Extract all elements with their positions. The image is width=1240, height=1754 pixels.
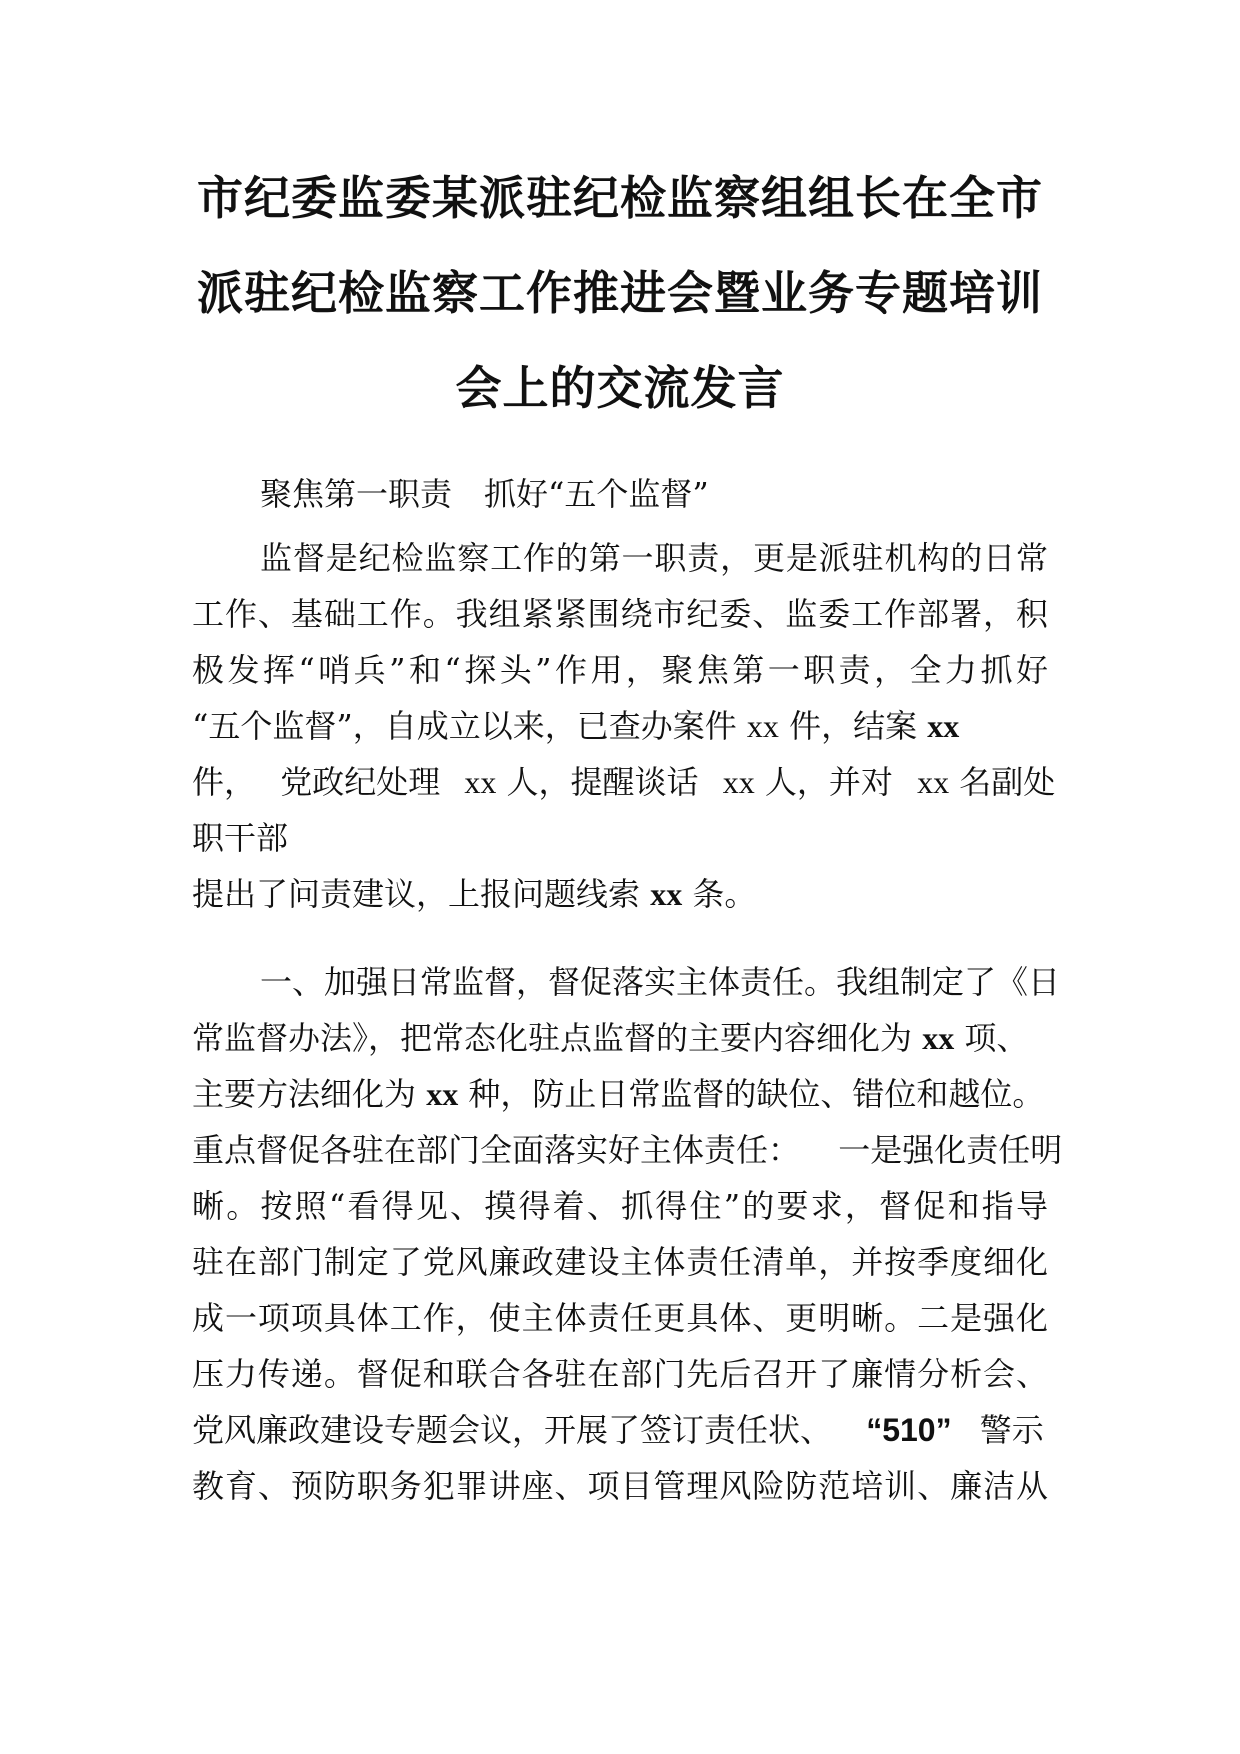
section1-line-1: 一、加强日常监督，督促落实主体责任。我组制定了《日 — [260, 963, 1061, 1001]
section1-510-label: “510” — [866, 1412, 952, 1448]
section1-line-7: 成一项项具体工作，使主体责任更具体、更明晰。二是强化 — [192, 1299, 1048, 1337]
section1-line-2-text-a: 常监督办法》，把常态化驻点监督的主要内容细化为 — [192, 1019, 913, 1057]
intro-punished-count: xx — [464, 764, 497, 800]
document-title-line-2: 派驻纪检监察工作推进会暨业务专题培训 — [197, 266, 1043, 320]
section1-line-4 — [192, 1128, 1062, 1172]
intro-line-5-text-a: 件， — [192, 763, 257, 801]
intro-clue-count: xx — [650, 876, 683, 912]
intro-line-5-text-h: 名副处 — [959, 763, 1056, 801]
section1-line-10: 教育、预防职务犯罪讲座、项目管理风险防范培训、廉洁从 — [192, 1467, 1048, 1505]
intro-line-7-text-a: 提出了问责建议，上报问题线索 — [192, 875, 641, 913]
intro-line-5 — [192, 760, 1055, 804]
intro-official-count: xx — [917, 764, 950, 800]
section1-content-count: xx — [922, 1020, 955, 1056]
intro-line-5-text-b: 党政纪处理 — [280, 763, 441, 801]
intro-line-7-text-c: 条。 — [692, 875, 757, 913]
section1-line-3-text-a: 主要方法细化为 — [192, 1075, 417, 1113]
document-subtitle: 聚焦第一职责 抓好“五个监督” — [260, 475, 709, 513]
intro-line-7 — [192, 872, 756, 916]
section1-method-count: xx — [426, 1076, 459, 1112]
section1-line-2-text-c: 项、 — [964, 1019, 1029, 1057]
intro-line-5-text-f: 人，并对 — [764, 763, 893, 801]
intro-talk-count: xx — [722, 764, 755, 800]
document-title-line-1: 市纪委监委某派驻纪检监察组组长在全市 — [197, 171, 1043, 225]
intro-case-count: xx — [746, 708, 779, 744]
intro-line-4-text-c: 件，结案 — [789, 707, 918, 745]
intro-line-4-text-a: “五个监督”，自成立以来，已查办案件 — [192, 707, 737, 745]
section1-line-2 — [192, 1016, 1028, 1060]
intro-line-1: 监督是纪检监察工作的第一职责，更是派驻机构的日常 — [260, 539, 1048, 577]
section1-line-4-text-a: 重点督促各驻在部门全面落实好主体责任： — [192, 1131, 801, 1169]
section1-line-6: 驻在部门制定了党风廉政建设主体责任清单，并按季度细化 — [192, 1243, 1048, 1281]
intro-line-2: 工作、基础工作。我组紧紧围绕市纪委、监委工作部署，积 — [192, 595, 1048, 633]
intro-line-5-text-d: 人，提醒谈话 — [506, 763, 699, 801]
section1-line-3-text-c: 种，防止日常监督的缺位、错位和越位。 — [468, 1075, 1045, 1113]
section1-line-5: 晰。按照“看得见、摸得着、抓得住”的要求，督促和指导 — [192, 1187, 1048, 1225]
intro-line-4 — [192, 704, 959, 748]
document-title-line-3: 会上的交流发言 — [455, 361, 785, 415]
section1-line-4-text-b: 一是强化责任明 — [838, 1131, 1063, 1169]
intro-line-6: 职干部 — [192, 819, 289, 857]
section1-line-3 — [192, 1072, 1044, 1116]
section1-line-9 — [192, 1408, 1044, 1452]
section1-line-9-text-a: 党风廉政建设专题会议，开展了签订责任状、 — [192, 1411, 833, 1449]
intro-line-3: 极发挥“哨兵”和“探头”作用，聚焦第一职责，全力抓好 — [192, 651, 1048, 689]
section1-line-8: 压力传递。督促和联合各驻在部门先后召开了廉情分析会、 — [192, 1355, 1048, 1393]
intro-closed-count: xx — [927, 708, 960, 744]
section1-line-9-text-c: 警示 — [979, 1411, 1044, 1449]
